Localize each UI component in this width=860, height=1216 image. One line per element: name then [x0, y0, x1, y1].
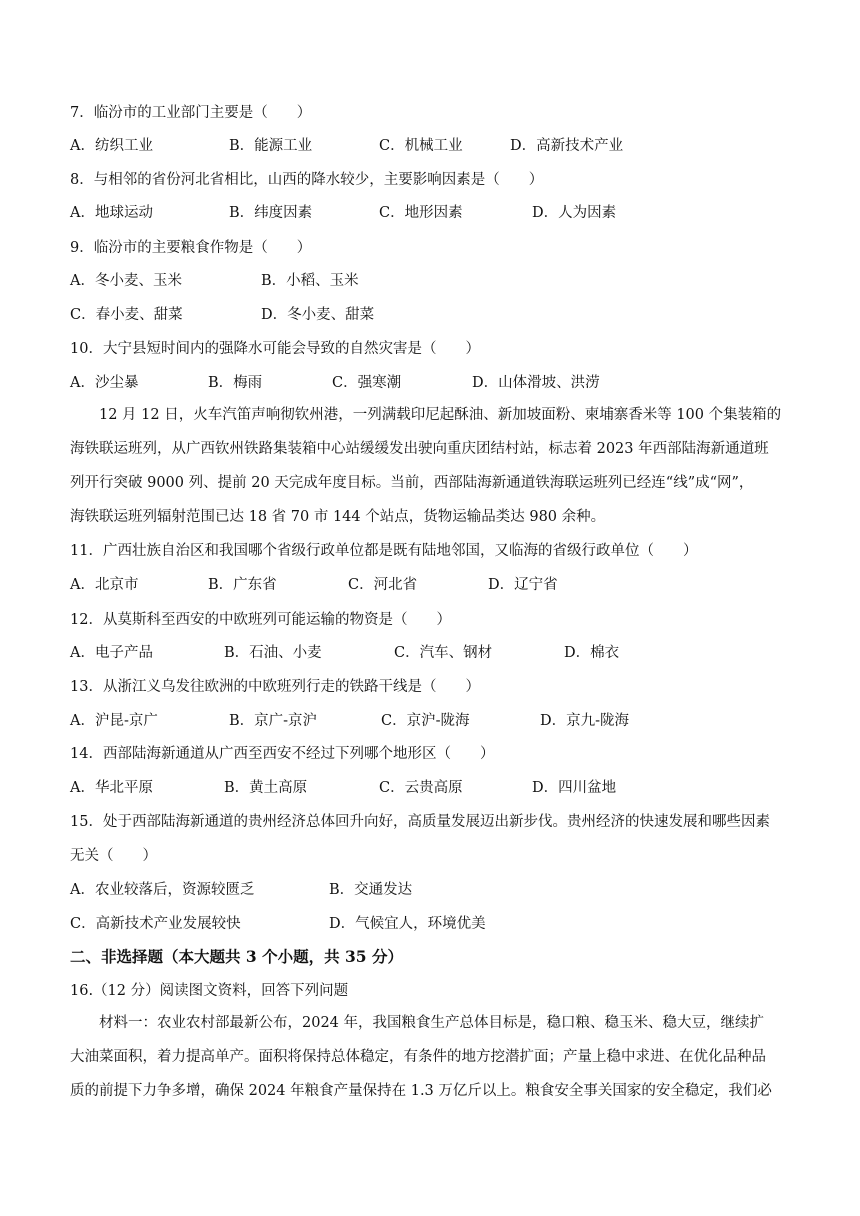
- passage-line: 列开行突破 9000 列、提前 20 天完成年度目标。当前，西部陆海新通道铁海联运班列已经连“线”成“网”，: [70, 475, 754, 491]
- question-8-option-d: D．人为因素: [532, 205, 617, 221]
- question-13-stem: 13．从浙江义乌发往欧洲的中欧班列行走的铁路干线是（ ）: [70, 679, 480, 695]
- question-8-options: [70, 203, 810, 223]
- question-14-option-b: B．黄土高原: [224, 780, 308, 796]
- question-15-option-b: B．交通发达: [329, 882, 413, 898]
- question-10-option-d: D．山体滑坡、洪涝: [472, 375, 600, 391]
- question-10-stem: 10．大宁县短时间内的强降水可能会导致的自然灾害是（ ）: [70, 341, 480, 357]
- question-15-options-row1: [70, 880, 810, 900]
- passage-line: 12 月 12 日，火车汽笛声响彻钦州港，一列满载印尼起酥油、新加坡面粉、柬埔寨香米等 100 个集装箱的: [99, 407, 782, 423]
- question-7-option-b: B．能源工业: [229, 138, 313, 154]
- question-7-option-a: A．纺织工业: [70, 138, 153, 154]
- question-9-option-c: C．春小麦、甜菜: [70, 307, 183, 323]
- material-1-paragraph: [70, 1006, 792, 1108]
- question-14-stem: 14．西部陆海新通道从广西至西安不经过下列哪个地形区（ ）: [70, 746, 495, 762]
- question-10-option-a: A．沙尘暴: [70, 375, 139, 391]
- question-7-option-d: D．高新技术产业: [510, 138, 624, 154]
- material-line: 材料一：农业农村部最新公布，2024 年，我国粮食生产总体目标是，稳口粮、稳玉米、稳大豆，继续扩: [99, 1015, 765, 1031]
- question-15-stem-line1: 15．处于西部陆海新通道的贵州经济总体回升向好，高质量发展迈出新步伐。贵州经济的快速发展和哪些因素: [70, 814, 770, 830]
- question-9-stem: 9．临汾市的主要粮食作物是（ ）: [70, 240, 312, 256]
- question-8-option-c: C．地形因素: [379, 205, 463, 221]
- question-13-option-d: D．京九-陇海: [540, 713, 630, 729]
- question-13-option-a: A．沪昆-京广: [70, 713, 158, 729]
- question-15-option-a: A．农业较落后，资源较匮乏: [70, 882, 255, 898]
- question-12-option-d: D．棉衣: [564, 645, 620, 661]
- question-15-options-row2: [70, 914, 810, 934]
- question-7-option-c: C．机械工业: [379, 138, 463, 154]
- question-11-stem: 11．广西壮族自治区和我国哪个省级行政单位都是既有陆地邻国，又临海的省级行政单位（ ）: [70, 543, 698, 559]
- material-line: 质的前提下力争多增，确保 2024 年粮食产量保持在 1.3 万亿斤以上。粮食安全事关国家的安全稳定，我们必: [70, 1083, 772, 1099]
- question-8-option-a: A．地球运动: [70, 205, 153, 221]
- question-12-stem: 12．从莫斯科至西安的中欧班列可能运输的物资是（ ）: [70, 612, 451, 628]
- question-15-stem-line2: 无关（ ）: [70, 848, 157, 864]
- question-9-option-d: D．冬小麦、甜菜: [261, 307, 375, 323]
- question-11-option-b: B．广东省: [208, 577, 277, 593]
- question-9-option-b: B．小稻、玉米: [261, 273, 359, 289]
- question-13-option-b: B．京广-京沪: [229, 713, 318, 729]
- section-2-title: 二、非选择题（本大题共 3 个小题，共 35 分）: [70, 947, 403, 966]
- passage-line: 海铁联运班列辐射范围已达 18 省 70 市 144 个站点，货物运输品类达 980 余种。: [70, 509, 606, 525]
- question-10-option-b: B．梅雨: [208, 375, 263, 391]
- material-line: 大油菜面积，着力提高单产。面积将保持总体稳定，有条件的地方挖潜扩面；产量上稳中求进、在优化品种品: [70, 1049, 766, 1065]
- question-14-option-d: D．四川盆地: [532, 780, 617, 796]
- question-10-option-c: C．强寒潮: [332, 375, 402, 391]
- question-11-option-c: C．河北省: [348, 577, 418, 593]
- question-15-option-d: D．气候宜人，环境优美: [329, 916, 486, 932]
- question-14-option-c: C．云贵高原: [379, 780, 463, 796]
- question-14-option-a: A．华北平原: [70, 780, 153, 796]
- question-11-option-a: A．北京市: [70, 577, 139, 593]
- question-14-options: [70, 778, 810, 798]
- question-15-option-c: C．高新技术产业发展较快: [70, 916, 241, 932]
- question-12-option-a: A．电子产品: [70, 645, 153, 661]
- question-12-options: [70, 643, 810, 663]
- question-9-options-row2: [70, 305, 810, 325]
- question-11-option-d: D．辽宁省: [488, 577, 558, 593]
- passage-line: 海铁联运班列，从广西钦州铁路集装箱中心站缓缓发出驶向重庆团结村站，标志着 2023 年西部陆海新通道班: [70, 441, 769, 457]
- reading-passage: [70, 398, 792, 534]
- question-12-option-c: C．汽车、钢材: [394, 645, 493, 661]
- question-9-options-row1: [70, 271, 810, 291]
- question-12-option-b: B．石油、小麦: [224, 645, 322, 661]
- question-13-options: [70, 711, 810, 731]
- question-13-option-c: C．京沪-陇海: [381, 713, 470, 729]
- question-8-stem: 8．与相邻的省份河北省相比，山西的降水较少，主要影响因素是（ ）: [70, 172, 544, 188]
- question-7-stem: 7．临汾市的工业部门主要是（ ）: [70, 105, 312, 121]
- question-7-options: [70, 136, 810, 156]
- question-16-header: 16.（12 分）阅读图文资料，回答下列问题: [70, 983, 349, 999]
- question-8-option-b: B．纬度因素: [229, 205, 313, 221]
- question-11-options: [70, 575, 810, 595]
- question-10-options: [70, 373, 810, 393]
- question-9-option-a: A．冬小麦、玉米: [70, 273, 182, 289]
